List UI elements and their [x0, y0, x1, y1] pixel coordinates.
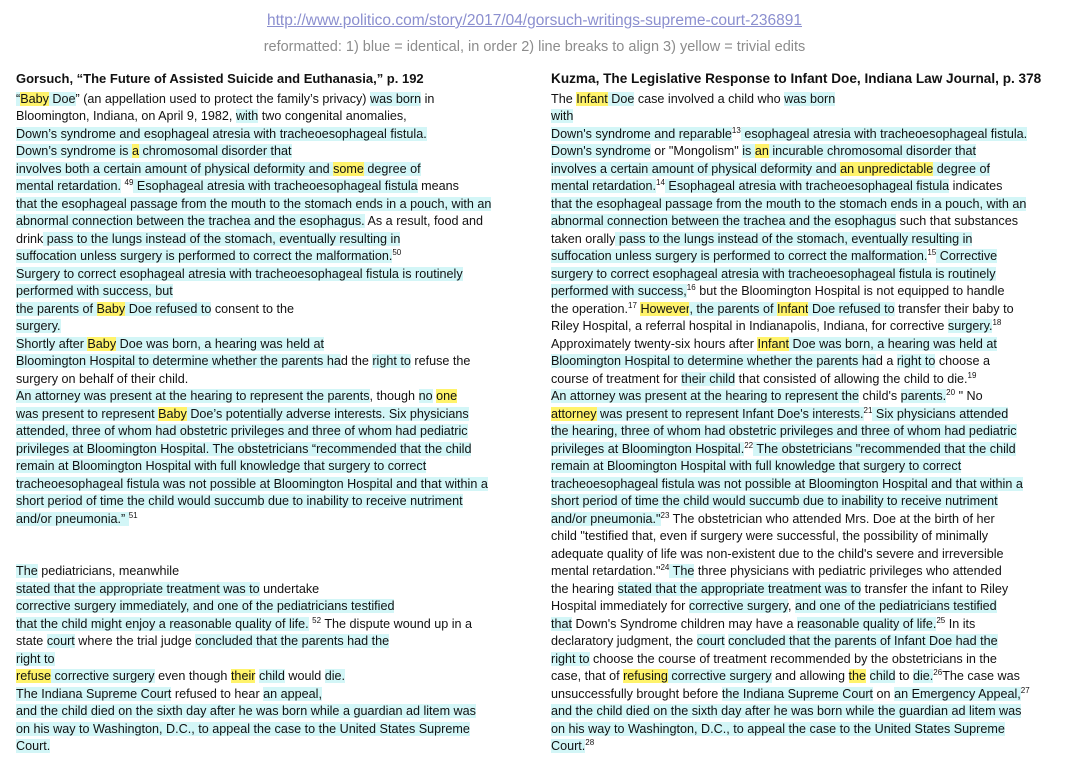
text-line: [551, 423, 1056, 441]
text-line: [16, 633, 526, 651]
plain-text-span: Down's Syndrome children may have a: [572, 616, 798, 631]
text-line: [16, 738, 526, 756]
text-line: [16, 301, 526, 319]
identical-text-span: involves both a certain amount of physical deformity and: [16, 161, 334, 176]
footnote-marker: 28: [585, 738, 595, 747]
identical-text-span: reasonable quality of life.: [169, 616, 309, 631]
text-line: [551, 266, 1056, 284]
trivial-edit-span: Baby: [87, 336, 117, 351]
identical-text-span: right to: [16, 651, 55, 666]
identical-text-span: and one of the pediatricians testified: [795, 599, 997, 613]
text-line: [551, 546, 1056, 564]
footnote-marker: 24: [660, 563, 670, 572]
identical-text-span: concluded that the parents had the: [195, 634, 390, 648]
identical-text-span: corrective surgery: [688, 599, 789, 613]
text-line: [16, 283, 526, 301]
text-line: [16, 511, 526, 529]
footnote-marker: 23: [660, 510, 670, 520]
text-line: [16, 651, 526, 669]
plain-text-span: transfer the infant to Riley: [861, 581, 1009, 596]
plain-text-span: ,: [788, 599, 796, 613]
kuzma-citation-title: Kuzma, The Legislative Response to Infant Doe, Indiana Law Journal, p. 378: [551, 71, 1042, 86]
text-line: [16, 423, 526, 441]
plain-text-span: drink: [16, 231, 44, 246]
text-line: [16, 143, 526, 161]
identical-text-span: was born: [370, 91, 422, 106]
text-line: [551, 528, 1056, 546]
plain-text-span: the hearing: [551, 581, 618, 596]
identical-text-span: tracheoesophageal fistula was not possible at Bloomington Hospital and that within a: [16, 476, 488, 491]
footnote-marker: 16: [686, 283, 696, 292]
identical-text-span: and/or pneumonia.”: [16, 511, 129, 526]
footnote-marker: 26: [933, 668, 943, 677]
text-line: [551, 231, 1056, 249]
plain-text-span: The obstetrician who attended Mrs. Doe at the birth of her: [669, 511, 995, 526]
text-line: [551, 703, 1056, 721]
plain-text-span: refuse the: [410, 354, 471, 368]
identical-text-span: and the child died on the sixth day after he was born while the guardian ad litem was: [551, 704, 1022, 718]
plain-text-span: Bloomington, Indiana, on April 9, 1982,: [16, 109, 236, 123]
text-line: [551, 283, 1056, 301]
identical-text-span: degree of: [363, 161, 421, 176]
plain-text-span: Riley Hospital, a referral hospital in Indianapolis, Indiana, for corrective: [551, 319, 948, 333]
identical-text-span: on his way to Washington, D.C., to appeal the case to the United States Supreme: [551, 721, 1005, 736]
text-line: [551, 336, 1056, 354]
plain-text-span: in: [421, 91, 435, 106]
trivial-edit-span: Infant: [576, 91, 608, 106]
identical-text-span: parents.: [900, 389, 947, 403]
identical-text-span: Infant Doe's interests.: [742, 406, 864, 421]
identical-text-span: the hearing, three of whom had obstetric privileges and three of whom had pediatric: [551, 424, 1017, 438]
text-line: [551, 301, 1056, 319]
plain-text-span: two congenital anomalies,: [258, 109, 407, 123]
text-line: [16, 581, 526, 599]
text-line: [551, 371, 1056, 389]
identical-text-span: that the esophageal passage from the mouth to the stomach ends in a pouch, with an: [16, 196, 492, 211]
trivial-edit-span: Baby: [20, 91, 49, 106]
identical-text-span: surgery.: [947, 319, 993, 333]
identical-text-span: The: [16, 564, 38, 578]
identical-text-span: that: [551, 616, 573, 631]
identical-text-span: An attorney was present at the hearing to represent the: [551, 389, 860, 403]
text-line: [16, 178, 526, 196]
plain-text-span: taken orally: [551, 231, 616, 246]
identical-text-span: suffocation unless surgery is performed to correct the malformation.: [16, 249, 393, 263]
plain-text-span: course of treatment for: [551, 371, 682, 386]
identical-text-span: no: [418, 389, 433, 403]
text-line: [551, 318, 1056, 336]
identical-text-span: chromosomal disorder that: [138, 144, 292, 158]
text-line: [551, 441, 1056, 459]
identical-text-span: attended, three of whom had obstetric privileges and three of whom had pediatric: [16, 424, 468, 438]
identical-text-span: with: [551, 109, 574, 123]
text-line: [16, 703, 526, 721]
trivial-edit-span: Baby: [96, 301, 126, 316]
text-line: [551, 651, 1056, 669]
text-line: [16, 266, 526, 284]
identical-text-span: Down’s syndrome is: [16, 144, 132, 158]
identical-text-span: that the child might enjoy a: [16, 616, 170, 631]
kuzma-column: [551, 70, 1056, 756]
trivial-edit-span: an: [754, 144, 769, 158]
identical-text-span: short period of time the child would succumb due to inability to receive nutriment: [16, 494, 463, 508]
text-line: [551, 126, 1056, 144]
footnote-marker: 22: [744, 440, 754, 450]
plain-text-span: choose a: [935, 354, 990, 368]
identical-text-span: on his way to Washington, D.C., to appeal the case to the United States Supreme: [16, 721, 470, 736]
trivial-edit-span: Baby: [158, 406, 187, 421]
identical-text-span: an Emergency Appeal,: [894, 686, 1021, 701]
plain-text-span: child "testified that, even if surgery were successful, the possibility of minimally: [551, 529, 989, 543]
trivial-edit-span: their: [230, 669, 256, 683]
text-line: [16, 318, 526, 336]
identical-text-span: Bloomington Hospital to determine whether the parents ha: [16, 354, 341, 368]
identical-text-span: privileges at Bloomington Hospital.: [551, 441, 745, 456]
identical-text-span: pass to the lungs instead of the stomach, eventually resulting in: [43, 231, 401, 246]
identical-text-span: stated that the appropriate treatment was to: [617, 581, 862, 596]
plain-text-span: d the: [340, 354, 373, 368]
identical-text-span: Doe refused to: [808, 301, 895, 316]
plain-text-span: indicates: [949, 179, 1003, 193]
plain-text-span: , though: [369, 389, 419, 403]
identical-text-span: tracheoesophageal fistula was not possible at Bloomington Hospital and that within a: [551, 476, 1023, 491]
plain-text-span: As a result, food and: [364, 214, 484, 228]
identical-text-span: was present to represent: [596, 406, 743, 421]
text-line: [551, 91, 1056, 109]
identical-text-span: stated that the appropriate treatment was to: [16, 581, 260, 596]
gorsuch-citation-title: Gorsuch, “The Future of Assisted Suicide and Euthanasia,” p. 192: [16, 71, 424, 86]
text-line: [551, 511, 1056, 529]
identical-text-span: mental retardation.: [16, 179, 122, 193]
plain-text-span: ” (an appellation used to protect the family’s privacy): [75, 91, 370, 106]
identical-text-span: an appeal,: [263, 686, 322, 701]
text-line: [16, 493, 526, 511]
identical-text-span: The Indiana Supreme Court: [16, 686, 172, 701]
identical-text-span: Doe: [48, 91, 76, 106]
identical-text-span: abnormal connection between the trachea and the esophagus: [551, 214, 897, 228]
plain-text-span: state: [16, 634, 47, 648]
identical-text-span: incurable chromosomal disorder that: [768, 144, 977, 158]
identical-text-span: the Indiana Supreme Court: [721, 686, 874, 701]
identical-text-span: corrective surgery immediately, and one of the pediatricians testified: [16, 599, 395, 613]
trivial-edit-span: attorney: [551, 406, 597, 421]
plain-text-span: The dispute wound up in a: [321, 616, 473, 631]
identical-text-span: The: [669, 564, 695, 578]
plain-text-span: on: [873, 686, 895, 701]
reformat-legend: reformatted: 1) blue = identical, in order 2) line breaks to align 3) yellow = trivial edits: [263, 39, 806, 55]
text-line: [551, 738, 1056, 756]
identical-text-span: die.: [912, 669, 934, 683]
text-line: [551, 248, 1056, 266]
footnote-marker: 13: [731, 125, 741, 135]
plain-text-span: choose the course of treatment recommended by the obstetricians in the: [589, 651, 997, 666]
plain-text-span: would: [284, 669, 325, 683]
text-line: [16, 371, 526, 389]
footnote-marker: 27: [1020, 685, 1030, 695]
text-line: [551, 633, 1056, 651]
text-line: [551, 616, 1056, 634]
trivial-edit-span: one: [436, 389, 458, 403]
plain-text-span: means: [417, 179, 459, 193]
identical-text-span: Corrective: [936, 249, 998, 263]
plain-text-span: the operation.: [551, 301, 629, 316]
footnote-marker: 15: [927, 248, 937, 257]
text-line: [16, 353, 526, 371]
source-url-link[interactable]: http://www.politico.com/story/2017/04/gorsuch-writings-supreme-court-236891: [267, 12, 802, 29]
footnote-marker: 50: [392, 248, 402, 257]
identical-text-span: The obstetricians "recommended that the child: [753, 441, 1016, 456]
footnote-marker: 21: [863, 405, 873, 415]
plain-text-span: The: [551, 91, 577, 106]
text-line: [16, 91, 526, 109]
identical-text-span: Court.: [16, 739, 51, 753]
plain-text-span: consent to the: [211, 301, 294, 316]
plain-text-span: In its: [945, 616, 976, 631]
identical-text-span: and/or pneumonia.": [551, 511, 661, 526]
plain-text-span: to: [895, 669, 913, 683]
identical-text-span: corrective surgery: [51, 669, 155, 683]
footnote-marker: 18: [992, 318, 1002, 327]
plain-text-span: where the trial judge: [74, 634, 196, 648]
plain-text-span: unsuccessfully brought before: [551, 686, 722, 701]
text-line: [16, 616, 526, 634]
identical-text-span: suffocation unless surgery is performed to correct the malformation.: [551, 249, 928, 263]
identical-text-span: surgery to correct esophageal atresia with tracheoesophageal fistula is routinely: [551, 266, 996, 281]
text-line: [551, 353, 1056, 371]
identical-text-span: concluded that the parents of Infant Doe had the: [728, 634, 998, 648]
identical-text-span: Court.: [551, 739, 586, 753]
plain-text-span: Hospital immediately for: [551, 599, 689, 613]
text-line: [16, 231, 526, 249]
plain-text-span: declaratory judgment, the: [551, 634, 697, 648]
trivial-edit-span: an unpredictable: [840, 161, 934, 176]
plain-text-span: but the Bloomington Hospital is not equipped to handle: [695, 284, 1005, 298]
identical-text-span: Esophageal atresia with tracheoesophageal fistula: [133, 179, 418, 193]
plain-text-span: pediatricians, meanwhile: [37, 564, 180, 578]
text-line: [16, 336, 526, 354]
trivial-edit-span: refuse: [16, 669, 52, 683]
identical-text-span: was born: [784, 91, 836, 106]
identical-text-span: remain at Bloomington Hospital with full knowledge that surgery to correct: [551, 459, 962, 473]
identical-text-span: involves a certain amount of physical deformity and: [551, 161, 841, 176]
text-line: [16, 161, 526, 179]
plain-text-span: even though: [154, 669, 231, 683]
text-line: [16, 668, 526, 686]
plain-text-span: The case was: [942, 669, 1020, 683]
footnote-marker: 14: [656, 178, 665, 187]
footnote-marker: 51: [128, 510, 138, 520]
identical-text-span: surgery.: [16, 319, 61, 333]
plain-text-span: Approximately twenty-six hours after: [551, 336, 758, 351]
text-line: [16, 598, 526, 616]
identical-text-span: was present to represent: [16, 406, 159, 421]
identical-text-span: Down's syndrome and reparable: [551, 126, 732, 141]
identical-text-span: performed with success, but: [16, 284, 173, 298]
text-line: [16, 721, 526, 739]
text-line: [551, 493, 1056, 511]
trivial-edit-span: some: [333, 161, 364, 176]
plain-text-span: case, that of: [551, 669, 624, 683]
text-line: [16, 476, 526, 494]
text-line: [551, 686, 1056, 704]
identical-text-span: Doe was born, a hearing was held at: [116, 336, 325, 351]
identical-text-span: degree of: [933, 161, 990, 176]
text-line: [16, 108, 526, 126]
identical-text-span: , the parents of: [689, 301, 777, 316]
plain-text-span: three physicians with pediatric privileges who attended: [694, 564, 1002, 578]
identical-text-span: corrective surgery: [667, 669, 772, 683]
identical-text-span: child: [258, 669, 285, 683]
text-line: [16, 441, 526, 459]
identical-text-span: An attorney was present at the hearing to represent the parents: [16, 389, 370, 403]
plain-text-span: d a: [875, 354, 897, 368]
identical-text-span: Esophageal atresia with tracheoesophageal fistula: [664, 179, 950, 193]
identical-text-span: performed with success,: [551, 284, 687, 298]
footnote-marker: 17: [628, 300, 637, 310]
text-line: [551, 196, 1056, 214]
text-line: [16, 563, 526, 581]
identical-text-span: short period of time the child would succumb due to inability to receive nutriment: [551, 494, 998, 508]
plain-text-span: transfer their baby to: [894, 301, 1014, 316]
identical-text-span: Doe’s potentially adverse interests.: [186, 406, 386, 421]
identical-text-span: Down's syndrome: [551, 144, 651, 158]
plain-text-span: mental retardation.": [551, 564, 661, 578]
footnote-marker: 19: [967, 370, 977, 380]
text-line: [551, 406, 1056, 424]
text-line: [551, 598, 1056, 616]
identical-text-span: Doe refused to: [125, 301, 212, 316]
footnote-marker: 49: [124, 178, 134, 187]
identical-text-span: with: [235, 109, 259, 123]
plain-text-span: refused to hear: [171, 686, 264, 701]
plain-text-span: surgery on behalf of their child.: [16, 371, 189, 386]
identical-text-span: pass to the lungs instead of the stomach, eventually resulting in: [615, 231, 973, 246]
trivial-edit-span: the: [848, 669, 867, 683]
text-line: [16, 196, 526, 214]
gorsuch-column: [16, 70, 526, 756]
plain-text-span: that consisted of allowing the child to die.: [735, 371, 968, 386]
plain-text-span: or "Mongolism": [650, 144, 743, 158]
paragraph-gap: [16, 528, 526, 563]
text-line: [16, 686, 526, 704]
text-line: [16, 213, 526, 231]
text-line: [16, 248, 526, 266]
plain-text-span: adequate quality of life was non-existent due to the child's severe and irreversible: [551, 546, 1004, 561]
trivial-edit-span: However: [640, 301, 690, 316]
identical-text-span: the parents of: [16, 301, 97, 316]
identical-text-span: Doe was born, a hearing was held at: [789, 336, 997, 351]
identical-text-span: that the esophageal passage from the mouth to the stomach ends in a pouch, with an: [551, 196, 1027, 211]
identical-text-span: child: [869, 669, 896, 683]
identical-text-span: mental retardation.: [551, 179, 657, 193]
plain-text-span: case involved a child who: [634, 91, 785, 106]
text-line: [551, 721, 1056, 739]
text-line: [551, 388, 1056, 406]
text-line: [16, 458, 526, 476]
text-line: [16, 388, 526, 406]
identical-text-span: die.: [324, 669, 346, 683]
text-line: [551, 178, 1056, 196]
text-line: [551, 458, 1056, 476]
identical-text-span: reasonable quality of life.: [797, 616, 937, 631]
text-line: [551, 213, 1056, 231]
plain-text-span: such that substances: [896, 214, 1018, 228]
plain-text-span: and allowing: [771, 669, 849, 683]
identical-text-span: right to: [372, 354, 411, 368]
identical-text-span: esophageal atresia with tracheoesophageal fistula.: [740, 126, 1028, 141]
gorsuch-text: [16, 91, 526, 756]
identical-text-span: “: [16, 91, 21, 106]
identical-text-span: their child: [681, 371, 736, 386]
text-line: [551, 143, 1056, 161]
identical-text-span: Surgery to correct esophageal atresia with tracheoesophageal fistula is routinely: [16, 266, 463, 281]
identical-text-span: Six physicians attended: [872, 406, 1009, 421]
plain-text-span: " No: [955, 389, 983, 403]
identical-text-span: abnormal connection between the trachea and the esophagus.: [16, 214, 365, 228]
identical-text-span: Down’s syndrome and esophageal atresia with tracheoesophageal fistula.: [16, 126, 427, 141]
identical-text-span: right to: [896, 354, 936, 368]
plain-text-span: child's: [859, 389, 901, 403]
footnote-marker: 52: [312, 615, 322, 625]
trivial-edit-span: Infant: [776, 301, 809, 316]
text-line: [551, 108, 1056, 126]
identical-text-span: Bloomington Hospital to determine whether the parents ha: [551, 354, 876, 368]
identical-text-span: Six physicians: [385, 406, 469, 421]
identical-text-span: Doe: [607, 91, 635, 106]
trivial-edit-span: refusing: [623, 669, 668, 683]
identical-text-span: remain at Bloomington Hospital with full knowledge that surgery to correct: [16, 459, 427, 473]
trivial-edit-span: Infant: [757, 336, 789, 351]
identical-text-span: right to: [551, 651, 590, 666]
text-line: [551, 476, 1056, 494]
text-line: [16, 126, 526, 144]
text-line: [16, 406, 526, 424]
identical-text-span: Shortly after: [16, 336, 88, 351]
text-line: [551, 668, 1056, 686]
identical-text-span: is: [742, 144, 755, 158]
identical-text-span: privileges at Bloomington Hospital. The obstetricians “recommended that the child: [16, 441, 472, 456]
trivial-edit-span: a: [131, 144, 139, 158]
text-line: [551, 161, 1056, 179]
footnote-marker: 25: [936, 615, 946, 625]
plain-text-span: undertake: [259, 581, 320, 596]
text-line: [551, 581, 1056, 599]
kuzma-text: [551, 91, 1056, 756]
footnote-marker: 20: [946, 388, 956, 397]
text-line: [551, 563, 1056, 581]
identical-text-span: and the child died on the sixth day after he was born while a guardian ad litem was: [16, 704, 476, 718]
identical-text-span: court: [696, 634, 725, 648]
identical-text-span: court: [46, 634, 75, 648]
